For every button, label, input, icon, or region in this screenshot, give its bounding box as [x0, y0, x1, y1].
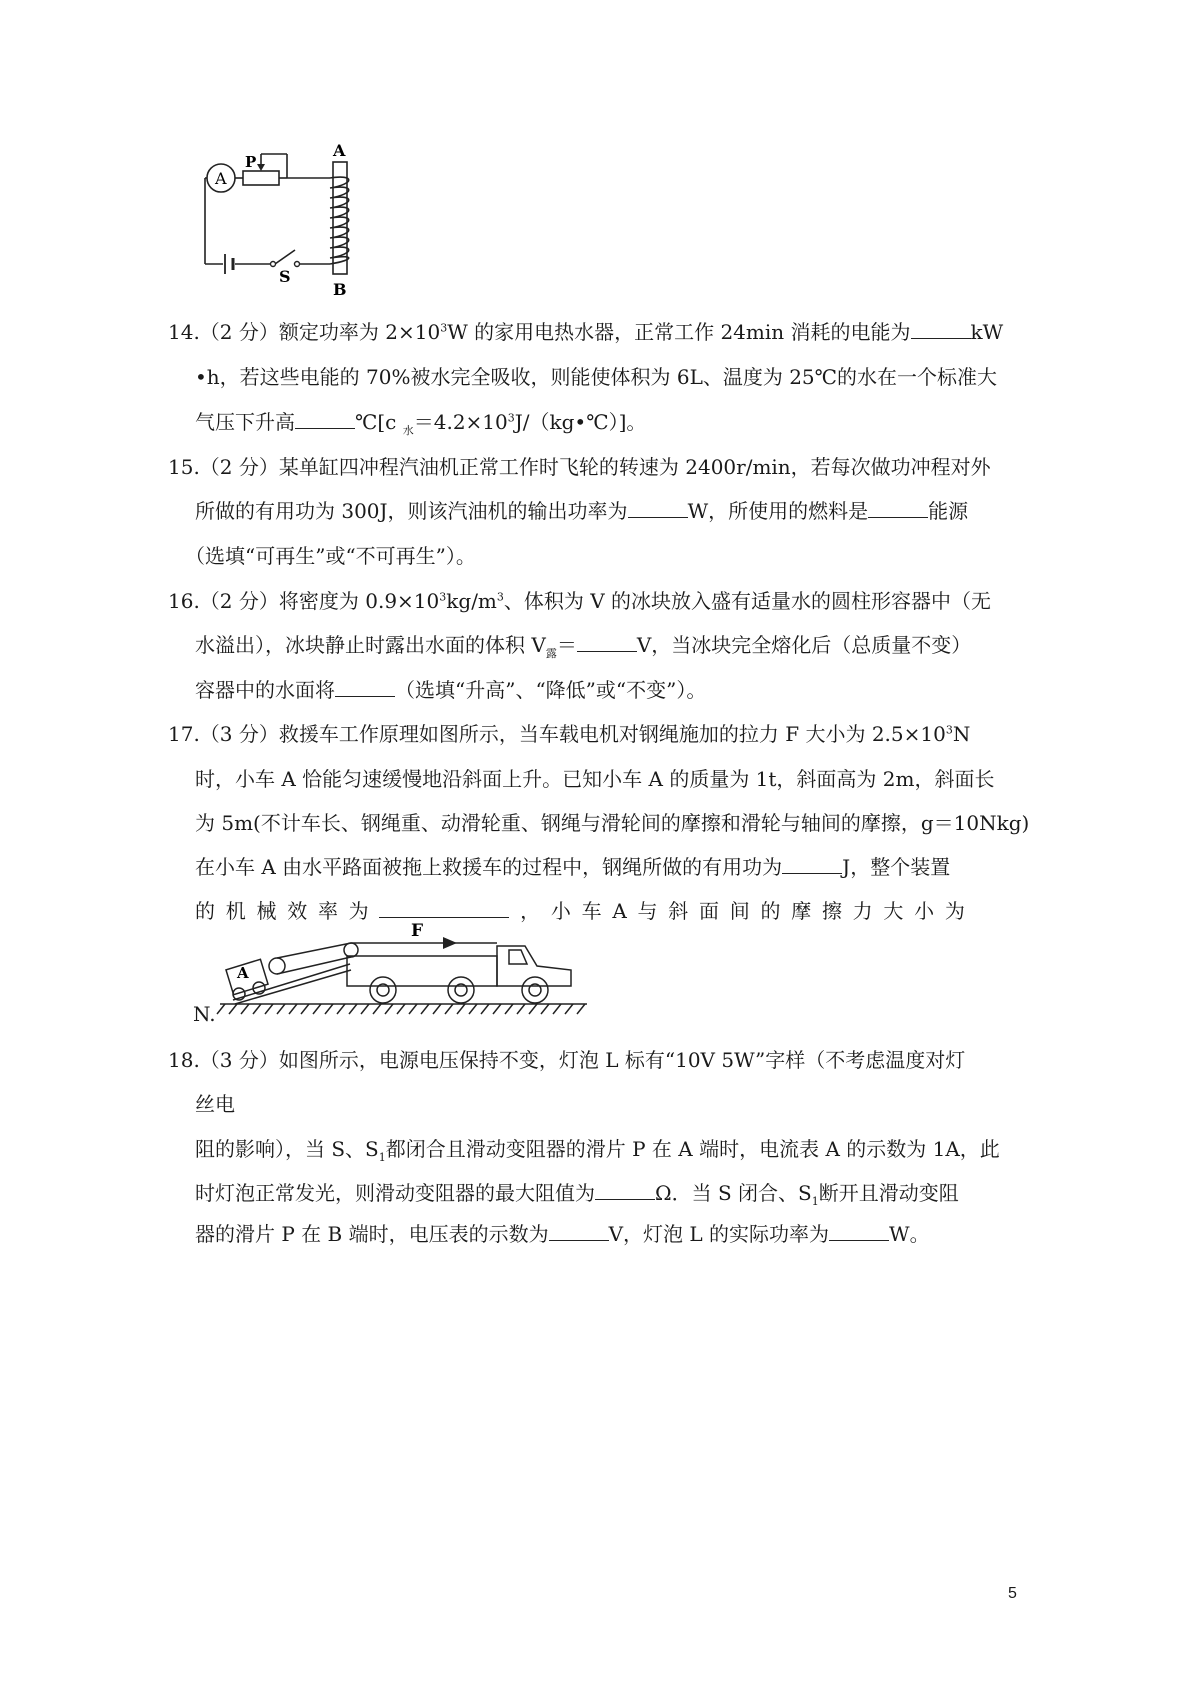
- q17-w12: 面: [699, 899, 719, 923]
- q14-line2: [195, 363, 997, 391]
- cart-label: A: [237, 964, 249, 982]
- q16-text-l3b: （选填“升高”、“降低”或“不变”）。: [395, 678, 707, 702]
- q17-w8: 车: [581, 899, 602, 923]
- q17-w10: 与: [637, 899, 658, 923]
- q17-w14: 的: [760, 899, 781, 923]
- q18-text-l4c: 断开且滑动变阻: [818, 1181, 959, 1205]
- q17-w4: 率: [317, 899, 338, 923]
- q17-line3: [195, 809, 1029, 837]
- q18-text-l4b: Ω．当 S 闭合、S: [655, 1181, 812, 1205]
- q15-line1: [168, 453, 991, 481]
- q17-text-l2: 时，小车 A 恰能匀速缓慢地沿斜面上升。已知小车 A 的质量为 1t，斜面高为 2m，斜面长: [195, 767, 995, 791]
- q15-blank-2[interactable]: [868, 497, 928, 518]
- coil-bottom-label: B: [333, 280, 347, 299]
- q18-text-l5a: 器的滑片 P 在 B 端时，电压表的示数为: [195, 1222, 549, 1246]
- q15-text-l3: （选填“可再生”或“不可再生”）。: [185, 544, 476, 568]
- q18-text-l1: 18.（3 分）如图所示，电源电压保持不变，灯泡 L 标有“10V 5W”字样（不考虑温度对灯: [168, 1048, 966, 1072]
- q15-blank-1[interactable]: [628, 497, 688, 518]
- page-number: 5: [1008, 1585, 1017, 1602]
- q16-text-b: kg/m: [446, 589, 497, 613]
- q15-line2: [195, 497, 968, 525]
- q17-w5: 为: [348, 899, 369, 923]
- q17-w18: 大: [883, 899, 904, 923]
- q14-text-l2: •h，若这些电能的 70%被水完全吸收，则能使体积为 6L、温度为 25℃的水在一个标准大: [195, 365, 998, 389]
- q17-w17: 力: [852, 899, 873, 923]
- q16-line1: [168, 587, 991, 615]
- q17-tail-text: N.: [193, 1002, 216, 1026]
- q17-line4: [195, 853, 950, 881]
- q14-text-a: 14.（2 分）额定功率为 2×10: [168, 320, 441, 344]
- q17-text-l4a: 在小车 A 由水平路面被拖上救援车的过程中，钢绳所做的有用功为: [195, 855, 783, 879]
- q16-exp-1: 3: [439, 590, 447, 604]
- q14-line1: [168, 318, 1003, 346]
- q14-text-l3b: ℃[c: [355, 410, 403, 434]
- rescue-truck-figure: [215, 920, 595, 1025]
- q18-text-l2: 丝电: [195, 1092, 235, 1116]
- q17-w19: 小: [914, 899, 935, 923]
- q16-text-l2a: 水溢出），冰块静止时露出水面的体积 V: [195, 633, 546, 657]
- switch-label: S: [279, 267, 291, 286]
- q17-w13: 间: [729, 899, 750, 923]
- q17-line1: [168, 720, 970, 748]
- q17-tail: [193, 1000, 216, 1028]
- q15-text-l1: 15.（2 分）某单缸四冲程汽油机正常工作时飞轮的转速为 2400r/min，若每次做功冲程对外: [168, 455, 991, 479]
- q18-line1: [168, 1046, 965, 1074]
- q18-line3: [195, 1135, 1000, 1163]
- q17-w16: 擦: [821, 899, 842, 923]
- q18-blank-1[interactable]: [595, 1179, 655, 1200]
- q17-text-l3: 为 5m(不计车长、钢绳重、动滑轮重、钢绳与滑轮间的摩擦和滑轮与轴间的摩擦，g＝10Nkg): [195, 811, 1030, 835]
- q14-blank-1[interactable]: [911, 318, 971, 339]
- q15-text-l2b: W，所使用的燃料是: [687, 499, 869, 523]
- q16-line2: [195, 631, 971, 659]
- q16-text-l3a: 容器中的水面将: [195, 678, 335, 702]
- q15-text-l2c: 能源: [928, 499, 969, 523]
- q14-text-c: kW: [970, 320, 1004, 344]
- q16-blank-1[interactable]: [577, 631, 637, 652]
- q14-sub-water: 水: [402, 424, 414, 437]
- q16-text-l2c: V，当冰块完全熔化后（总质量不变）: [636, 633, 972, 657]
- q14-text-l3d: J/（kg•℃）]。: [514, 410, 647, 434]
- q17-w20: 为: [944, 899, 965, 923]
- q17-w0: 的: [195, 899, 215, 923]
- q18-text-l5b: V，灯泡 L 的实际功率为: [608, 1222, 830, 1246]
- q18-blank-2[interactable]: [549, 1220, 609, 1241]
- q18-text-l5c: W。: [889, 1222, 930, 1246]
- q17-w9: A: [612, 899, 627, 923]
- q18-text-l3b: 都闭合且滑动变阻器的滑片 P 在 A 端时，电流表 A 的示数为 1A，此: [385, 1137, 1000, 1161]
- q17-w1: 机: [225, 899, 246, 923]
- q16-text-l2b: ＝: [556, 633, 577, 657]
- q17-w6: ，: [520, 899, 541, 923]
- q17-w7: 小: [550, 899, 571, 923]
- q17-text-b: N: [952, 722, 971, 746]
- q14-exp-2: 3: [507, 411, 515, 425]
- q14-text-l3a: 气压下升高: [195, 410, 295, 434]
- q17-w3: 效: [287, 899, 308, 923]
- q17-blank-2[interactable]: [379, 897, 509, 918]
- q15-line3: [185, 542, 476, 570]
- q14-text-b: W 的家用电热水器，正常工作 24min 消耗的电能为: [447, 320, 911, 344]
- q17-line2: [195, 765, 994, 793]
- q17-blank-1[interactable]: [782, 853, 842, 874]
- q18-sub-2: 1: [811, 1195, 819, 1208]
- q18-blank-3[interactable]: [829, 1220, 889, 1241]
- q17-w11: 斜: [668, 899, 689, 923]
- q18-line5: [195, 1220, 930, 1248]
- q14-exp: 3: [440, 321, 448, 335]
- q16-text-a: 16.（2 分）将密度为 0.9×10: [168, 589, 440, 613]
- q16-exp-2: 3: [496, 590, 504, 604]
- electromagnet-circuit-figure: [195, 140, 375, 300]
- q14-blank-2[interactable]: [295, 408, 355, 429]
- q16-text-c: 、体积为 V 的冰块放入盛有适量水的圆柱形容器中（无: [503, 589, 992, 613]
- ammeter-label: A: [215, 169, 227, 188]
- q18-sub-1: 1: [378, 1151, 386, 1164]
- q17-text-a: 17.（3 分）救援车工作原理如图所示，当车载电机对钢绳施加的拉力 F 大小为 2.5×10: [168, 722, 946, 746]
- q17-w2: 械: [256, 899, 277, 923]
- q15-text-l2a: 所做的有用功为 300J，则该汽油机的输出功率为: [195, 499, 628, 523]
- coil-top-label: A: [333, 141, 346, 160]
- q16-line3: [195, 676, 706, 704]
- q16-sub: 露: [545, 647, 557, 660]
- q18-line2: [195, 1090, 235, 1118]
- q14-line3: [195, 408, 646, 436]
- q18-text-l3a: 阻的影响），当 S、S: [195, 1137, 379, 1161]
- force-label: F: [411, 921, 424, 941]
- q16-blank-2[interactable]: [335, 676, 395, 697]
- slider-label: P: [245, 153, 257, 171]
- q17-w15: 摩: [791, 899, 812, 923]
- q18-text-l4a: 时灯泡正常发光，则滑动变阻器的最大阻值为: [195, 1181, 595, 1205]
- q18-line4: [195, 1179, 959, 1207]
- q17-text-l4b: J，整个装置: [842, 855, 951, 879]
- q14-text-l3c: ＝4.2×10: [413, 410, 508, 434]
- q17-exp: 3: [945, 723, 953, 737]
